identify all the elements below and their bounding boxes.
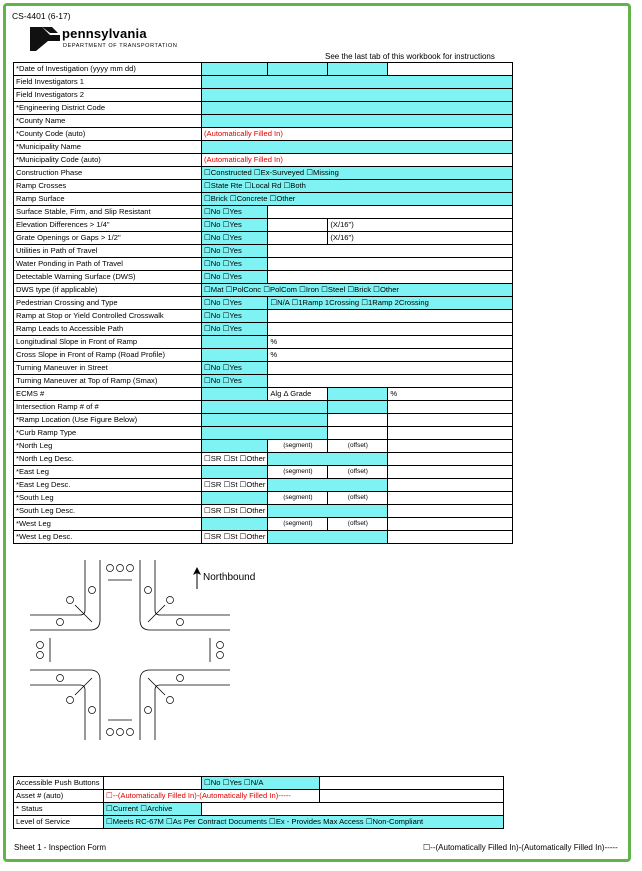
row-label: Ramp Surface [14,193,202,206]
table-row [14,440,513,453]
row-label: Pedestrian Crossing and Type [14,297,202,310]
row-extra[interactable]: ☐N/A ☐1Ramp 1Crossing ☐1Ramp 2Crossing [268,297,513,310]
leg-label: *West Leg [14,518,202,531]
leg-offset[interactable]: (offset) [328,440,388,453]
row-label: Surface Stable, Firm, and Slip Resistant [14,206,202,219]
row-unit: % [268,336,513,349]
row-spare [268,310,513,323]
row-label: *Date of Investigation (yyyy mm dd) [14,63,202,76]
table-row [14,531,513,544]
row-measure-input[interactable] [268,232,328,245]
row-spare [388,518,513,531]
table-row [14,803,504,816]
table-row [14,219,513,232]
table-row [14,297,513,310]
leg-label: *East Leg Desc. [14,479,202,492]
table-row [14,180,513,193]
row-input[interactable] [202,89,513,102]
table-row [14,245,513,258]
leg-desc-options[interactable]: ☐SR ☐St ☐Other [202,479,268,492]
table-row [14,492,513,505]
row-spare [268,375,513,388]
table-row [14,128,513,141]
row-value: ☐--(Automatically Filled In)-(Automatically Filled In)----- [104,790,320,803]
row-label: Asset # (auto) [14,790,104,803]
row-input[interactable] [202,401,328,414]
table-row [14,154,513,167]
logo-subtitle: DEPARTMENT OF TRANSPORTATION [63,43,178,49]
row-label: *Municipality Code (auto) [14,154,202,167]
table-row [14,790,504,803]
inspection-form-table [13,62,513,544]
row-value[interactable]: ☐State Rte ☐Local Rd ☐Both [202,180,513,193]
table-row [14,310,513,323]
row-value[interactable]: ☐No ☐Yes [202,232,268,245]
row-label: Elevation Differences > 1/4" [14,219,202,232]
table-row [14,89,513,102]
row-label: DWS type (if applicable) [14,284,202,297]
row-label: *Engineering District Code [14,102,202,115]
row-input[interactable] [202,102,513,115]
row-spare [388,414,513,427]
leg-label: *North Leg [14,440,202,453]
row-value[interactable]: ☐No ☐Yes [202,323,268,336]
row-label: Longitudinal Slope in Front of Ramp [14,336,202,349]
leg-segment[interactable]: (segment) [268,518,328,531]
table-row [14,453,513,466]
row-spare [388,492,513,505]
row-value[interactable]: ☐No ☐Yes [202,245,268,258]
table-row [14,115,513,128]
table-row [14,466,513,479]
leg-segment[interactable]: (segment) [268,492,328,505]
table-row [14,414,513,427]
row-input[interactable] [202,141,513,154]
table-row [14,323,513,336]
leg-label: *East Leg [14,466,202,479]
leg-desc-options[interactable]: ☐SR ☐St ☐Other [202,531,268,544]
row-label: Turning Maneuver in Street [14,362,202,375]
row-spare [268,245,513,258]
row-input[interactable] [202,336,268,349]
row-spare [388,466,513,479]
footer-asset: ☐--(Automatically Filled In)-(Automatically Filled In)----- [423,843,618,852]
alg-grade-label: Alg Δ Grade [268,388,328,401]
row-spare [320,790,504,803]
row-label: * Status [14,803,104,816]
row-unit: (X/16") [328,232,513,245]
leg-desc-options[interactable]: ☐SR ☐St ☐Other [202,453,268,466]
leg-route-input[interactable] [202,440,268,453]
table-row [14,232,513,245]
alg-grade-unit: % [388,388,513,401]
table-row [14,362,513,375]
row-label: Water Ponding in Path of Travel [14,258,202,271]
bottom-form-table [13,776,504,829]
row-measure-input[interactable] [268,219,328,232]
table-row [14,167,513,180]
leg-desc-input[interactable] [268,505,388,518]
row-value[interactable]: ☐No ☐Yes [202,375,268,388]
row-value[interactable]: ☐No ☐Yes [202,258,268,271]
table-row [14,206,513,219]
table-row [14,258,513,271]
table-row [14,816,504,829]
row-input[interactable] [202,76,513,89]
row-label: Utilities in Path of Travel [14,245,202,258]
table-row [14,141,513,154]
alg-grade-input[interactable] [328,388,388,401]
row-label: *Ramp Location (Use Figure Below) [14,414,202,427]
row-value: (Automatically Filled In) [202,154,513,167]
leg-label: *West Leg Desc. [14,531,202,544]
row-spare [388,531,513,544]
row-input-2[interactable] [328,401,388,414]
row-label: Turning Maneuver at Top of Ramp (Smax) [14,375,202,388]
date-month-input[interactable] [268,63,328,76]
row-value[interactable]: ☐No ☐Yes ☐N/A [202,777,320,790]
leg-label: *North Leg Desc. [14,453,202,466]
table-row [14,401,513,414]
table-row [14,284,513,297]
keystone-logo-icon [28,25,62,51]
row-value[interactable]: ☐No ☐Yes [202,206,268,219]
table-row [14,336,513,349]
row-label: Field Investigators 1 [14,76,202,89]
leg-offset[interactable]: (offset) [328,518,388,531]
row-label: Cross Slope in Front of Ramp (Road Profile) [14,349,202,362]
row-label: Ramp Crosses [14,180,202,193]
table-row [14,76,513,89]
table-row [14,193,513,206]
row-label: Grate Openings or Gaps > 1/2" [14,232,202,245]
row-value[interactable]: ☐Brick ☐Concrete ☐Other [202,193,513,206]
form-code: CS-4401 (6-17) [12,11,71,21]
leg-label: *South Leg Desc. [14,505,202,518]
row-spare [104,777,202,790]
row-label: *County Name [14,115,202,128]
row-spare [388,479,513,492]
row-value[interactable]: ☐No ☐Yes [202,297,268,310]
row-input-2 [328,427,388,440]
row-value[interactable]: ☐No ☐Yes [202,310,268,323]
row-spare [388,427,513,440]
row-label: Ramp Leads to Accessible Path [14,323,202,336]
instructions-note: See the last tab of this workbook for instructions [325,52,495,61]
table-row [14,427,513,440]
leg-desc-input[interactable] [268,479,388,492]
row-value[interactable]: ☐No ☐Yes [202,219,268,232]
row-spare [388,453,513,466]
table-row [14,349,513,362]
row-input[interactable] [202,427,328,440]
row-value[interactable]: ☐Mat ☐PolConc ☐PolCom ☐Iron ☐Steel ☐Brick ☐Other [202,284,513,297]
row-spare [320,777,504,790]
table-row [14,505,513,518]
row-label: Construction Phase [14,167,202,180]
row-value[interactable]: ☐No ☐Yes [202,362,268,375]
northbound-label: Northbound [203,572,256,583]
row-input[interactable] [202,115,513,128]
ecms-label: ECMS # [14,388,202,401]
north-arrow-icon [193,567,201,589]
table-row [14,777,504,790]
row-spare [268,258,513,271]
leg-offset[interactable]: (offset) [328,492,388,505]
row-spare [388,440,513,453]
leg-route-input[interactable] [202,492,268,505]
table-row [14,102,513,115]
table-row [14,518,513,531]
table-row [14,375,513,388]
table-row [14,63,513,76]
row-unit: (X/16") [328,219,513,232]
row-spare [268,206,513,219]
row-label: Detectable Warning Surface (DWS) [14,271,202,284]
leg-offset[interactable]: (offset) [328,466,388,479]
row-spare [388,401,513,414]
leg-route-input[interactable] [202,518,268,531]
row-unit: % [268,349,513,362]
row-label: Field Investigators 2 [14,89,202,102]
table-row [14,271,513,284]
row-spare [268,271,513,284]
row-input-2 [328,414,388,427]
logo-name: pennsylvania [62,26,147,41]
date-spare [388,63,513,76]
row-value[interactable]: ☐Meets RC-67M ☐As Per Contract Documents ☐Ex - Provides Max Access ☐Non-Compliant [104,816,504,829]
row-label: Ramp at Stop or Yield Controlled Crosswalk [14,310,202,323]
leg-route-input[interactable] [202,466,268,479]
ecms-input[interactable] [202,388,268,401]
row-spare [268,323,513,336]
table-row [14,388,513,401]
leg-label: *South Leg [14,492,202,505]
row-value[interactable]: ☐Current ☐Archive [104,803,202,816]
row-label: Level of Service [14,816,104,829]
row-label: *Municipality Name [14,141,202,154]
row-spare [202,803,504,816]
row-spare [388,505,513,518]
table-row [14,479,513,492]
row-label: Intersection Ramp # of # [14,401,202,414]
date-day-input[interactable] [328,63,388,76]
leg-segment[interactable]: (segment) [268,466,328,479]
leg-desc-input[interactable] [268,531,388,544]
row-label: *County Code (auto) [14,128,202,141]
leg-desc-options[interactable]: ☐SR ☐St ☐Other [202,505,268,518]
leg-segment[interactable]: (segment) [268,440,328,453]
date-year-input[interactable] [202,63,268,76]
row-input[interactable] [202,414,328,427]
row-value[interactable]: ☐No ☐Yes [202,271,268,284]
row-label: Accessible Push Buttons [14,777,104,790]
row-input[interactable] [202,349,268,362]
row-value[interactable]: ☐Constructed ☐Ex-Surveyed ☐Missing [202,167,513,180]
row-value: (Automatically Filled In) [202,128,513,141]
row-label: *Curb Ramp Type [14,427,202,440]
sheet-label: Sheet 1 - Inspection Form [14,843,107,852]
leg-desc-input[interactable] [268,453,388,466]
row-spare [268,362,513,375]
